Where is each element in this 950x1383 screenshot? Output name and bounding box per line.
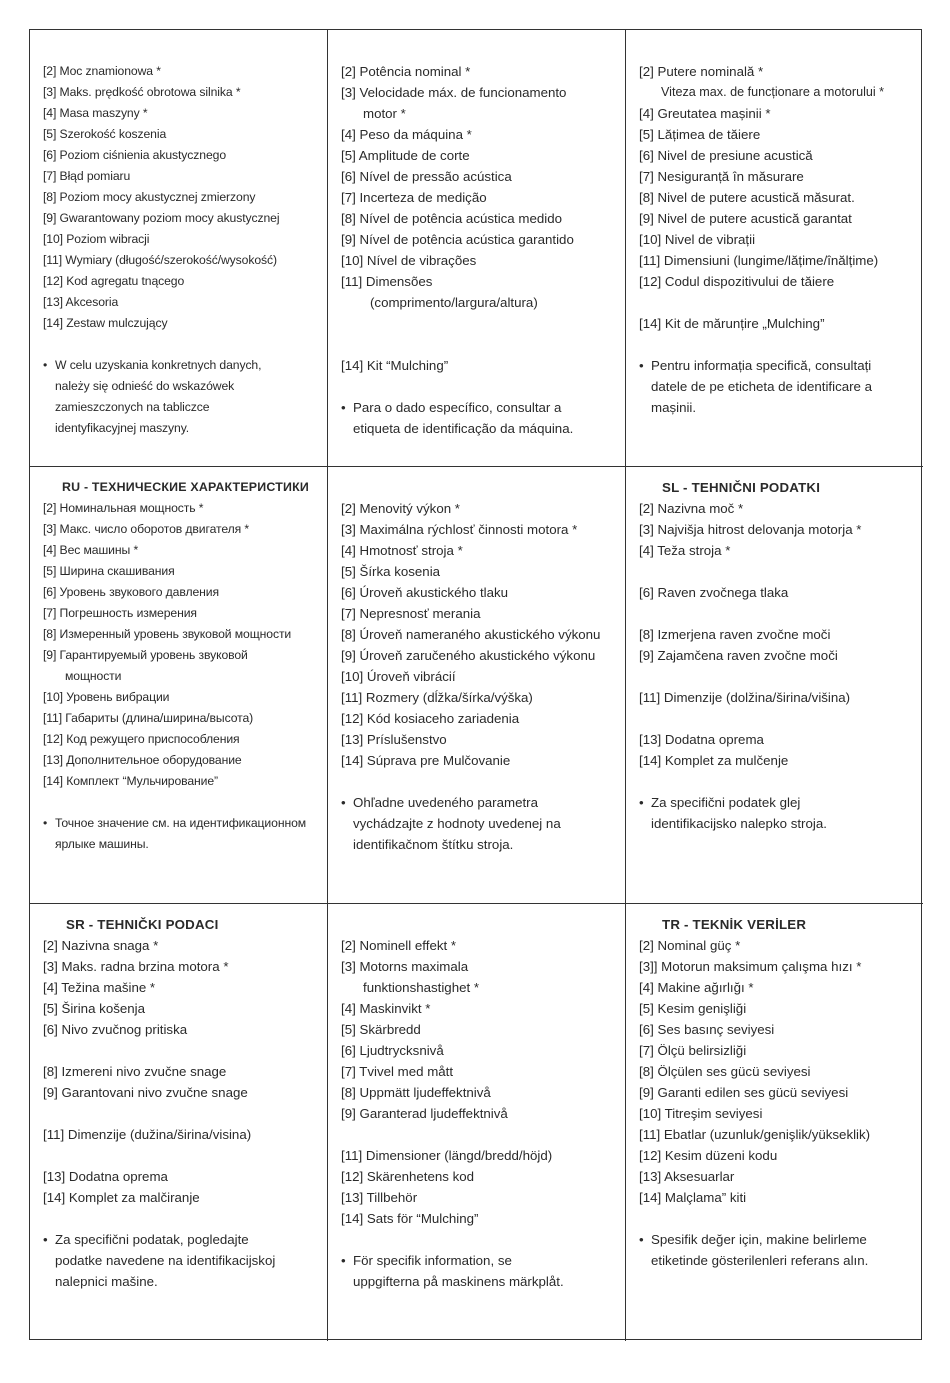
spec-line: [10] Уровень вибрации	[43, 690, 170, 704]
spec-line: [11] Dimenzije (dužina/širina/visina)	[43, 1127, 252, 1142]
spec-line: [9] Úroveň zaručeného akustického výkonu	[341, 648, 596, 663]
spec-line: [2] Номинальная мощность *	[43, 501, 204, 515]
note-line: • W celu uzyskania konkretnych danych,	[43, 355, 319, 376]
spec-line: [5] Lățimea de tăiere	[639, 127, 761, 142]
spec-line: [13] Akcesoria	[43, 295, 119, 309]
spec-line: [8] Poziom mocy akustycznej zmierzony	[43, 190, 256, 204]
bullet-icon: •	[341, 1253, 346, 1268]
note-line: identifikacijsko nalepko stroja.	[651, 816, 827, 831]
spec-line: [9] Nivel de putere acustică garantat	[639, 211, 852, 226]
spec-line: [13] Príslušenstvo	[341, 732, 447, 747]
spec-line: [3] Maks. prędkość obrotowa silnika *	[43, 85, 241, 99]
bullet-icon: •	[341, 400, 346, 415]
bullet-icon: •	[639, 1232, 644, 1247]
spec-line: [9] Zajamčena raven zvočne moči	[639, 648, 838, 663]
section-ro	[626, 30, 923, 467]
spec-line: [3] Maximálna rýchlosť činnosti motora *	[341, 522, 578, 537]
spec-line: [2] Potência nominal *	[341, 64, 471, 79]
spec-line: [2] Nominell effekt *	[341, 938, 457, 953]
spec-line: [11] Dimensioner (längd/bredd/höjd)	[341, 1148, 553, 1163]
spec-line: [6] Уровень звукового давления	[43, 585, 219, 599]
spec-line: [10] Titreşim seviyesi	[639, 1106, 763, 1121]
spec-line: [9] Gwarantowany poziom mocy akustycznej	[43, 211, 280, 225]
note-line: podatke navedene na identifikacijskoj	[55, 1253, 276, 1268]
spec-line: [8] Izmerjena raven zvočne moči	[639, 627, 831, 642]
spec-line: [8] Izmereni nivo zvučne snage	[43, 1064, 227, 1079]
spec-line: [14] Komplet za mulčenje	[639, 753, 789, 768]
spec-line: [6] Nível de pressão acústica	[341, 169, 512, 184]
section-title: SL - TEHNIČNI PODATKI	[662, 480, 821, 495]
spec-line: [14] Kit de mărunțire „Mulching”	[639, 316, 825, 331]
section-pl	[30, 30, 328, 467]
spec-line: [8] Uppmätt ljudeffektnivå	[341, 1085, 491, 1100]
note-line: datele de pe eticheta de identificare a	[651, 379, 873, 394]
spec-line: [8] Ölçülen ses gücü seviyesi	[639, 1064, 811, 1079]
spec-line: [5] Šírka kosenia	[341, 564, 441, 579]
section-title: RU - ТЕХНИЧЕСКИЕ ХАРАКТЕРИСТИКИ	[62, 480, 309, 494]
spec-line: [13] Дополнительное оборудование	[43, 753, 242, 767]
spec-line: [8] Nível de potência acústica medido	[341, 211, 563, 226]
spec-line: [14] Zestaw mulczujący	[43, 316, 168, 330]
section-title: SR - TEHNIČKI PODACI	[66, 917, 219, 932]
spec-line: [12] Код режущего приспособления	[43, 732, 240, 746]
spec-line: [8] Nivel de putere acustică măsurat.	[639, 190, 855, 205]
spec-line: [7] Tvivel med mått	[341, 1064, 454, 1079]
note-line: • Za specifični podatak, pogledajte	[43, 1229, 319, 1250]
spec-line: [13] Dodatna oprema	[43, 1169, 168, 1184]
spec-line: [2] Nazivna moč *	[639, 501, 744, 516]
spec-line: [12] Kod agregatu tnącego	[43, 274, 185, 288]
spec-line: [11] Габариты (длина/ширина/высота)	[43, 711, 254, 725]
spec-line: [8] Úroveň nameraného akustického výkonu	[341, 627, 601, 642]
spec-line: [12] Kód kosiaceho zariadenia	[341, 711, 520, 726]
note-line: • Точное значение см. на идентификационном	[43, 813, 319, 834]
spec-line: [5] Skärbredd	[341, 1022, 421, 1037]
spec-line: [12] Kesim düzeni kodu	[639, 1148, 778, 1163]
spec-line: funktionshastighet *	[363, 980, 480, 995]
spec-line: [10] Nivel de vibrații	[639, 232, 756, 247]
spec-grid	[29, 29, 922, 1340]
spec-line: [4] Greutatea mașinii *	[639, 106, 771, 121]
spec-line: [11] Wymiary (długość/szerokość/wysokość)	[43, 253, 277, 267]
note-line: etiqueta de identificação da máquina.	[353, 421, 574, 436]
spec-line: [4] Težina mašine *	[43, 980, 156, 995]
spec-line: [6] Nivel de presiune acustică	[639, 148, 813, 163]
spec-line: [7] Nepresnosť merania	[341, 606, 481, 621]
section-sr	[30, 904, 328, 1341]
spec-line: [7] Błąd pomiaru	[43, 169, 131, 183]
spec-line: [11] Dimensões	[341, 274, 433, 289]
spec-line: [3] Velocidade máx. de funcionamento	[341, 85, 567, 100]
bullet-icon: •	[341, 795, 346, 810]
spec-line: мощности	[65, 669, 122, 683]
note-line: • Za specifični podatek glej	[639, 792, 915, 813]
spec-line: [10] Úroveň vibrácií	[341, 669, 456, 684]
note-line: zamieszczonych na tabliczce	[55, 400, 210, 414]
spec-line: [2] Nominal güç *	[639, 938, 741, 953]
spec-line: [5] Szerokość koszenia	[43, 127, 167, 141]
spec-line: [14] Malçlama” kiti	[639, 1190, 747, 1205]
spec-line: [6] Poziom ciśnienia akustycznego	[43, 148, 226, 162]
spec-line: [7] Nesiguranță în măsurare	[639, 169, 804, 184]
section-sk	[328, 467, 626, 904]
bullet-icon: •	[639, 358, 644, 373]
note-line: • För specifik information, se	[341, 1250, 617, 1271]
spec-line: [11] Dimenzije (dolžina/širina/višina)	[639, 690, 851, 705]
spec-line: [4] Makine ağırlığı *	[639, 980, 754, 995]
spec-line: [4] Вес машины *	[43, 543, 139, 557]
note-line: etiketinde gösterilenleri referans alın.	[651, 1253, 869, 1268]
spec-line: [2] Moc znamionowa *	[43, 64, 161, 78]
note-line: identyfikacyjnej maszyny.	[55, 421, 190, 435]
spec-line: Viteza max. de funcționare a motorului *	[661, 85, 885, 99]
note-line: uppgifterna på maskinens märkplåt.	[353, 1274, 564, 1289]
spec-line: [5] Kesim genişliği	[639, 1001, 747, 1016]
spec-line: [14] Kit “Mulching”	[341, 358, 449, 373]
spec-line: [11] Dimensiuni (lungime/lățime/înălțime)	[639, 253, 879, 268]
spec-line: [2] Putere nominală *	[639, 64, 764, 79]
spec-line: [6] Nivo zvučnog pritiska	[43, 1022, 188, 1037]
spec-line: [13] Aksesuarlar	[639, 1169, 735, 1184]
spec-line: [6] Ses basınç seviyesi	[639, 1022, 775, 1037]
note-line: • Ohľadne uvedeného parametra	[341, 792, 617, 813]
section-tr	[626, 904, 923, 1341]
spec-line: [14] Комплект “Мульчирование”	[43, 774, 219, 788]
spec-line: [7] Incerteza de medição	[341, 190, 487, 205]
spec-line: [4] Hmotnosť stroja *	[341, 543, 463, 558]
spec-line: [9] Nível de potência acústica garantido	[341, 232, 574, 247]
note-line: • Pentru informația specifică, consultați	[639, 355, 915, 376]
spec-line: [9] Garantovani nivo zvučne snage	[43, 1085, 248, 1100]
spec-line: [13] Dodatna oprema	[639, 732, 764, 747]
spec-line: [10] Poziom wibracji	[43, 232, 150, 246]
spec-line: [12] Skärenhetens kod	[341, 1169, 475, 1184]
spec-line: [3] Макс. число оборотов двигателя *	[43, 522, 250, 536]
spec-line: [10] Nível de vibrações	[341, 253, 477, 268]
spec-line: [3] Motorns maximala	[341, 959, 469, 974]
section-sl	[626, 467, 923, 904]
spec-line: [6] Ljudtrycksnivå	[341, 1043, 444, 1058]
spec-line: [2] Nazivna snaga *	[43, 938, 159, 953]
spec-line: [7] Погрешность измерения	[43, 606, 197, 620]
note-line: • Spesifik değer için, makine belirleme	[639, 1229, 915, 1250]
section-sv	[328, 904, 626, 1341]
section-title: TR - TEKNİK VERİLER	[662, 917, 807, 932]
spec-line: [14] Sats för “Mulching”	[341, 1211, 479, 1226]
bullet-icon: •	[43, 1232, 48, 1247]
note-line: identifikačnom štítku stroja.	[353, 837, 514, 852]
spec-line: [9] Garanterad ljudeffektnivå	[341, 1106, 508, 1121]
section-ru	[30, 467, 328, 904]
spec-line: [5] Širina košenja	[43, 1001, 145, 1016]
spec-line: motor *	[363, 106, 406, 121]
spec-line: [9] Garanti edilen ses gücü seviyesi	[639, 1085, 849, 1100]
spec-line: [11] Rozmery (dĺžka/šírka/výška)	[341, 690, 533, 705]
note-line: vychádzajte z hodnoty uvedenej na	[353, 816, 561, 831]
spec-line: [4] Maskinvikt *	[341, 1001, 431, 1016]
spec-line: (comprimento/largura/altura)	[370, 295, 538, 310]
section-pt	[328, 30, 626, 467]
spec-line: [5] Ширина скашивания	[43, 564, 175, 578]
spec-line: [12] Codul dispozitivului de tăiere	[639, 274, 835, 289]
spec-line: [4] Teža stroja *	[639, 543, 731, 558]
spec-line: [5] Amplitude de corte	[341, 148, 470, 163]
spec-line: [6] Úroveň akustického tlaku	[341, 585, 509, 600]
note-line: mașinii.	[651, 400, 697, 415]
spec-line: [3] Najvišja hitrost delovanja motorja *	[639, 522, 862, 537]
spec-line: [3]] Motorun maksimum çalışma hızı *	[639, 959, 862, 974]
spec-line: [3] Maks. radna brzina motora *	[43, 959, 229, 974]
spec-line: [7] Ölçü belirsizliği	[639, 1043, 747, 1058]
spec-line: [11] Ebatlar (uzunluk/genişlik/yükseklik)	[639, 1127, 871, 1142]
note-line: ярлыке машины.	[55, 837, 149, 851]
bullet-icon: •	[43, 816, 48, 830]
spec-line: [4] Peso da máquina *	[341, 127, 472, 142]
bullet-icon: •	[43, 358, 48, 372]
note-line: należy się odnieść do wskazówek	[55, 379, 235, 393]
note-line: • Para o dado específico, consultar a	[341, 397, 617, 418]
spec-line: [8] Измеренный уровень звуковой мощности	[43, 627, 292, 641]
spec-line: [9] Гарантируемый уровень звуковой	[43, 648, 248, 662]
spec-line: [14] Súprava pre Mulčovanie	[341, 753, 511, 768]
spec-line: [4] Masa maszyny *	[43, 106, 148, 120]
spec-line: [2] Menovitý výkon *	[341, 501, 460, 516]
bullet-icon: •	[639, 795, 644, 810]
spec-line: [6] Raven zvočnega tlaka	[639, 585, 789, 600]
spec-line: [14] Komplet za malčiranje	[43, 1190, 200, 1205]
spec-line: [13] Tillbehör	[341, 1190, 418, 1205]
note-line: nalepnici mašine.	[55, 1274, 158, 1289]
